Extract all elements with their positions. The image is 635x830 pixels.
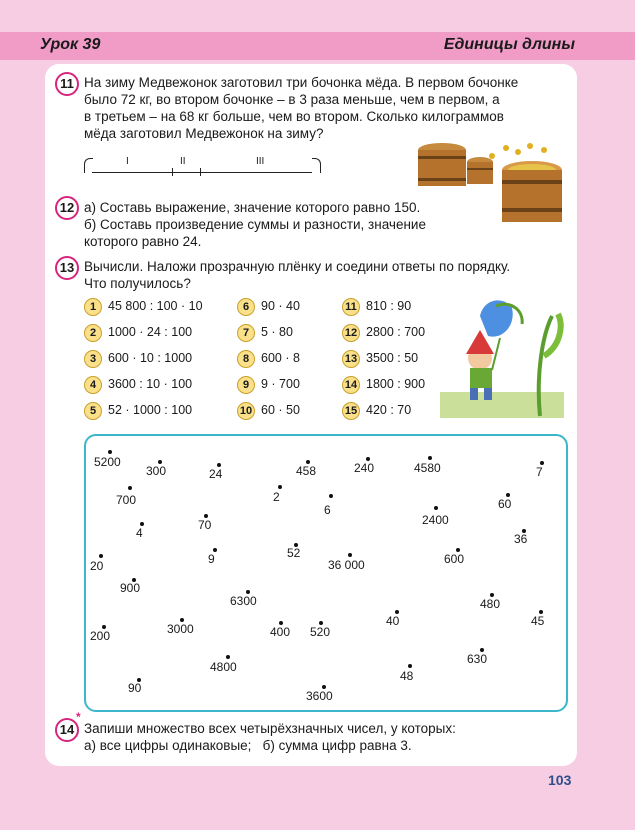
exercise-item xyxy=(237,350,300,368)
point-label: 5200 xyxy=(94,455,121,469)
exercise-expression: 810 : 90 xyxy=(366,299,412,313)
segment-label-3: III xyxy=(256,156,265,167)
task-14-number: 14 xyxy=(55,718,79,742)
task-11-text xyxy=(84,74,564,142)
point-label: 4 xyxy=(136,526,143,540)
point-label: 630 xyxy=(467,652,488,666)
exercise-number: 9 xyxy=(237,376,255,394)
point-label: 4800 xyxy=(210,660,237,674)
exercise-item xyxy=(342,324,425,342)
point-label: 300 xyxy=(146,464,167,478)
point-label: 2 xyxy=(273,490,280,504)
point-label: 52 xyxy=(287,546,301,560)
page-number: 103 xyxy=(548,772,572,788)
task-11-line: было 72 кг, во втором бочонке – в 3 раза меньше, чем в первом, а xyxy=(84,92,500,107)
exercise-item xyxy=(237,298,300,316)
point-label: 6300 xyxy=(230,594,257,608)
point-label: 400 xyxy=(270,625,291,639)
task-13-number: 13 xyxy=(55,256,79,280)
exercise-item xyxy=(84,324,192,342)
exercise-number: 3 xyxy=(84,350,102,368)
exercise-item xyxy=(237,324,293,342)
exercise-expression: 2800 : 700 xyxy=(366,325,426,339)
point-label: 20 xyxy=(90,559,104,573)
point-label: 480 xyxy=(480,597,501,611)
exercise-number: 2 xyxy=(84,324,102,342)
point-dot xyxy=(329,494,333,498)
point-label: 2400 xyxy=(422,513,449,527)
exercise-number: 7 xyxy=(237,324,255,342)
task-11-line: На зиму Медвежонок заготовил три бочонка мёда. В первом бочонке xyxy=(84,75,519,90)
task-11-number: 11 xyxy=(55,72,79,96)
exercise-expression: 90 · 40 xyxy=(261,299,300,313)
task-13-line: Вычисли. Наложи прозрачную плёнку и соедини ответы по порядку. xyxy=(84,259,511,274)
exercise-item xyxy=(342,298,411,316)
exercise-number: 8 xyxy=(237,350,255,368)
lesson-title: Урок 39 xyxy=(40,36,101,53)
segment-bracket-right xyxy=(312,158,321,173)
point-label: 60 xyxy=(498,497,512,511)
task-11-line: мёда заготовил Медвежонок на зиму? xyxy=(84,126,324,141)
point-dot xyxy=(128,486,132,490)
exercise-number: 4 xyxy=(84,376,102,394)
point-label: 3000 xyxy=(167,622,194,636)
exercise-number: 11 xyxy=(342,298,360,316)
task-12-text xyxy=(84,199,464,250)
point-dot xyxy=(278,485,282,489)
exercise-number: 1 xyxy=(84,298,102,316)
point-label: 240 xyxy=(354,461,375,475)
exercise-number: 5 xyxy=(84,402,102,420)
segment-label-1: I xyxy=(126,156,129,167)
exercise-item xyxy=(237,402,300,420)
exercise-item xyxy=(84,350,192,368)
task-12-line: б) Составь произведение суммы и разности, значение xyxy=(84,217,426,232)
exercise-expression: 1000 · 24 : 100 xyxy=(108,325,193,339)
exercise-item xyxy=(237,376,300,394)
point-label: 200 xyxy=(90,629,111,643)
point-label: 70 xyxy=(198,518,212,532)
topic-title: Единицы длины xyxy=(443,36,575,53)
task-13-text xyxy=(84,258,564,292)
task-13-line: Что получилось? xyxy=(84,276,191,291)
point-label: 45 xyxy=(531,614,545,628)
task-14-star: * xyxy=(76,710,81,724)
task-12-number: 12 xyxy=(55,196,79,220)
exercise-item xyxy=(342,376,425,394)
exercise-expression: 9 · 700 xyxy=(261,377,300,391)
segment-tick xyxy=(200,168,201,176)
point-label: 90 xyxy=(128,681,142,695)
exercise-expression: 600 · 8 xyxy=(261,351,300,365)
point-label: 48 xyxy=(400,669,414,683)
exercise-item xyxy=(342,402,411,420)
point-dot xyxy=(428,456,432,460)
task-11-line: в третьем – на 68 кг больше, чем во втором. Сколько килограммов xyxy=(84,109,504,124)
point-dot xyxy=(226,655,230,659)
point-dot xyxy=(434,506,438,510)
segment-label-2: II xyxy=(180,156,186,167)
task-12-line: а) Составь выражение, значение которого равно 150. xyxy=(84,200,421,215)
exercise-number: 15 xyxy=(342,402,360,420)
point-label: 9 xyxy=(208,552,215,566)
point-dot xyxy=(99,554,103,558)
gnome-flower-illustration xyxy=(440,296,564,418)
exercise-number: 6 xyxy=(237,298,255,316)
point-label: 4580 xyxy=(414,461,441,475)
point-dot xyxy=(108,450,112,454)
point-label: 520 xyxy=(310,625,331,639)
exercise-number: 12 xyxy=(342,324,360,342)
point-label: 700 xyxy=(116,493,137,507)
exercise-expression: 600 · 10 : 1000 xyxy=(108,351,193,365)
exercise-expression: 3600 : 10 · 100 xyxy=(108,377,193,391)
point-label: 600 xyxy=(444,552,465,566)
exercise-expression: 60 · 50 xyxy=(261,403,300,417)
point-label: 7 xyxy=(536,465,543,479)
segment-line xyxy=(92,158,312,173)
exercise-expression: 420 : 70 xyxy=(366,403,412,417)
point-label: 36 000 xyxy=(328,558,365,572)
task-12-line: которого равно 24. xyxy=(84,234,202,249)
point-label: 6 xyxy=(324,503,331,517)
exercise-item xyxy=(342,350,418,368)
exercise-number: 13 xyxy=(342,350,360,368)
exercise-expression: 3500 : 50 xyxy=(366,351,419,365)
task-14-line: а) все цифры одинаковые; б) сумма цифр равна 3. xyxy=(84,738,412,753)
exercise-expression: 5 · 80 xyxy=(261,325,293,339)
segment-tick xyxy=(172,168,173,176)
exercise-expression: 52 · 1000 : 100 xyxy=(108,403,193,417)
point-label: 24 xyxy=(209,467,223,481)
exercise-number: 10 xyxy=(237,402,255,420)
exercise-item xyxy=(84,376,192,394)
point-label: 40 xyxy=(386,614,400,628)
point-label: 36 xyxy=(514,532,528,546)
exercise-number: 14 xyxy=(342,376,360,394)
point-label: 458 xyxy=(296,464,317,478)
task-14-text xyxy=(84,720,564,754)
point-dot xyxy=(408,664,412,668)
point-label: 900 xyxy=(120,581,141,595)
exercise-expression: 1800 : 900 xyxy=(366,377,426,391)
point-label: 3600 xyxy=(306,689,333,703)
task-14-line: Запиши множество всех четырёхзначных чисел, у которых: xyxy=(84,721,456,736)
exercise-expression: 45 800 : 100 · 10 xyxy=(108,299,203,313)
point-dot xyxy=(348,553,352,557)
exercise-item xyxy=(84,298,203,316)
exercise-item xyxy=(84,402,192,420)
